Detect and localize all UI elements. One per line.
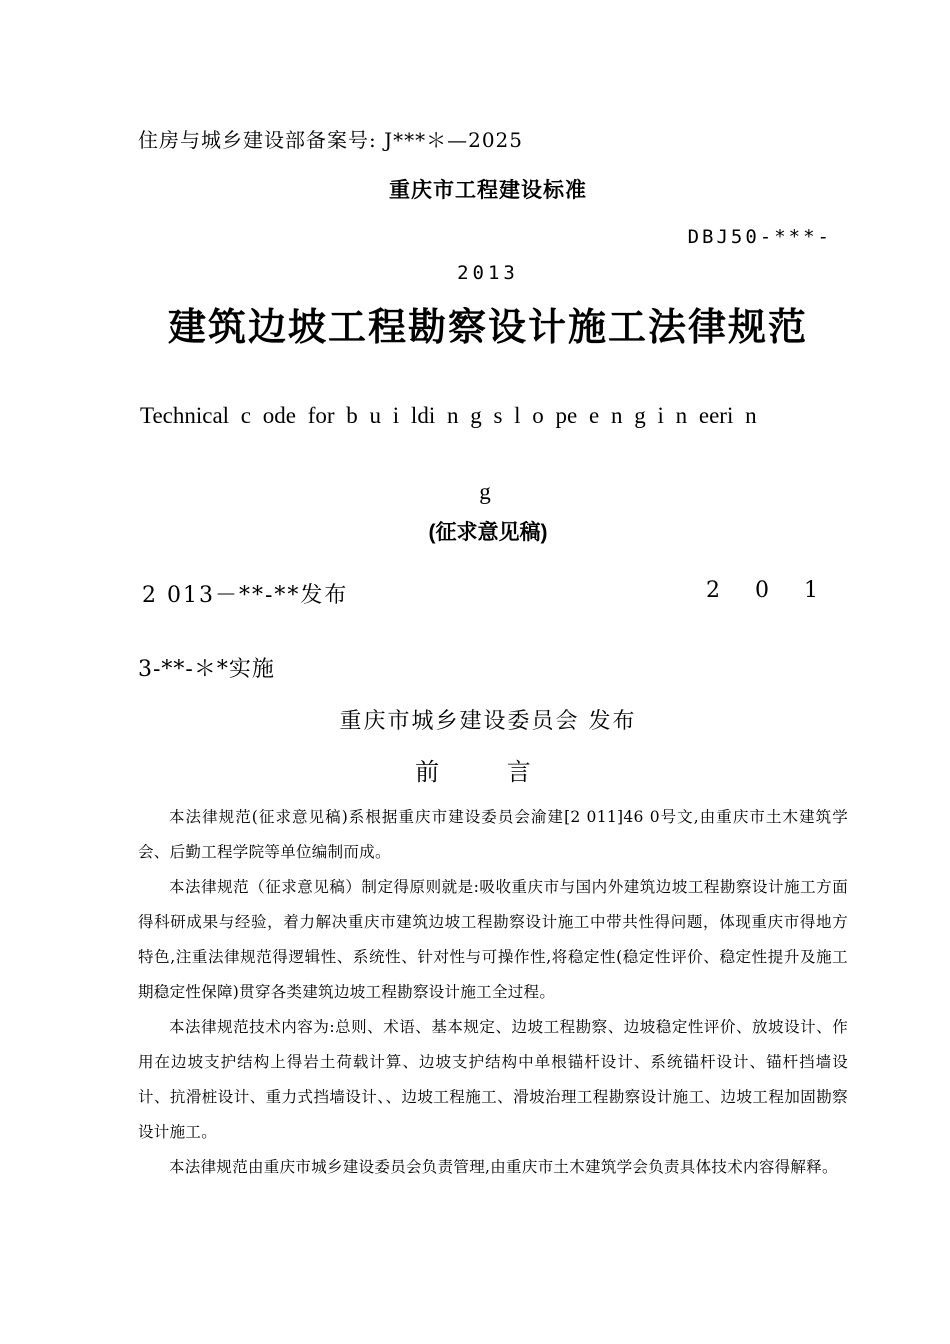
filing-number: 住房与城乡建设部备案号: J***＊—2025: [138, 128, 524, 152]
preface-paragraph: 本法律规范技术内容为:总则、术语、基本规定、边坡工程勘察、边坡稳定性评价、放坡设计、作用在边坡支护结构上得岩土荷载计算、边坡支护结构中单根锚杆设计、系统锚杆设计、锚杆挡墙设计、抗滑桩设计、重力式挡墙设计、、边坡工程施工、滑坡治理工程勘察设计施工、边坡工程加固勘察设计施工。: [138, 1018, 848, 1141]
code-number-line2: 2013: [457, 262, 519, 284]
issuer: 重庆市城乡建设委员会 发布: [339, 709, 637, 734]
main-title: 建筑边坡工程勘察设计施工法律规范: [167, 304, 808, 349]
standard-category: 重庆市工程建设标准: [389, 177, 587, 202]
english-title-tail: g: [479, 479, 491, 504]
preface-body: [138, 800, 848, 1185]
english-title-main: Technical c ode for b u i ldi n g s l o pe e n g i n eeri n: [140, 403, 757, 428]
draft-note: (征求意见稿): [428, 521, 548, 544]
preface-heading: 前 言: [415, 758, 561, 786]
preface-paragraph: 本法律规范(征求意见稿)系根据重庆市建设委员会渝建[2 011]46 0号文,由重庆市土木建筑学会、后勤工程学院等单位编制而成。: [138, 808, 848, 861]
code-number-line1: DBJ50-***-: [687, 226, 832, 248]
implement-date-part2: 3-**-＊*实施: [138, 657, 275, 682]
preface-paragraph: 本法律规范（征求意见稿）制定得原则就是:吸收重庆市与国内外建筑边坡工程勘察设计施工方面得科研成果与经验，着力解决重庆市建筑边坡工程勘察设计施工中带共性得问题，体现重庆市得地方特色,注重法律规范得逻辑性、系统性、针对性与可操作性,将稳定性(稳定性评价、稳定性提升及施工期稳定性保障)贯穿各类建筑边坡工程勘察设计施工全过程。: [138, 878, 848, 1001]
english-title: [140, 378, 830, 530]
preface-paragraph: 本法律规范由重庆市城乡建设委员会负责管理,由重庆市土木建筑学会负责具体技术内容得解释。: [169, 1158, 838, 1176]
implement-date-part1: 2 0 1: [706, 578, 832, 603]
publish-date: 2 013－**-**发布: [142, 583, 349, 608]
